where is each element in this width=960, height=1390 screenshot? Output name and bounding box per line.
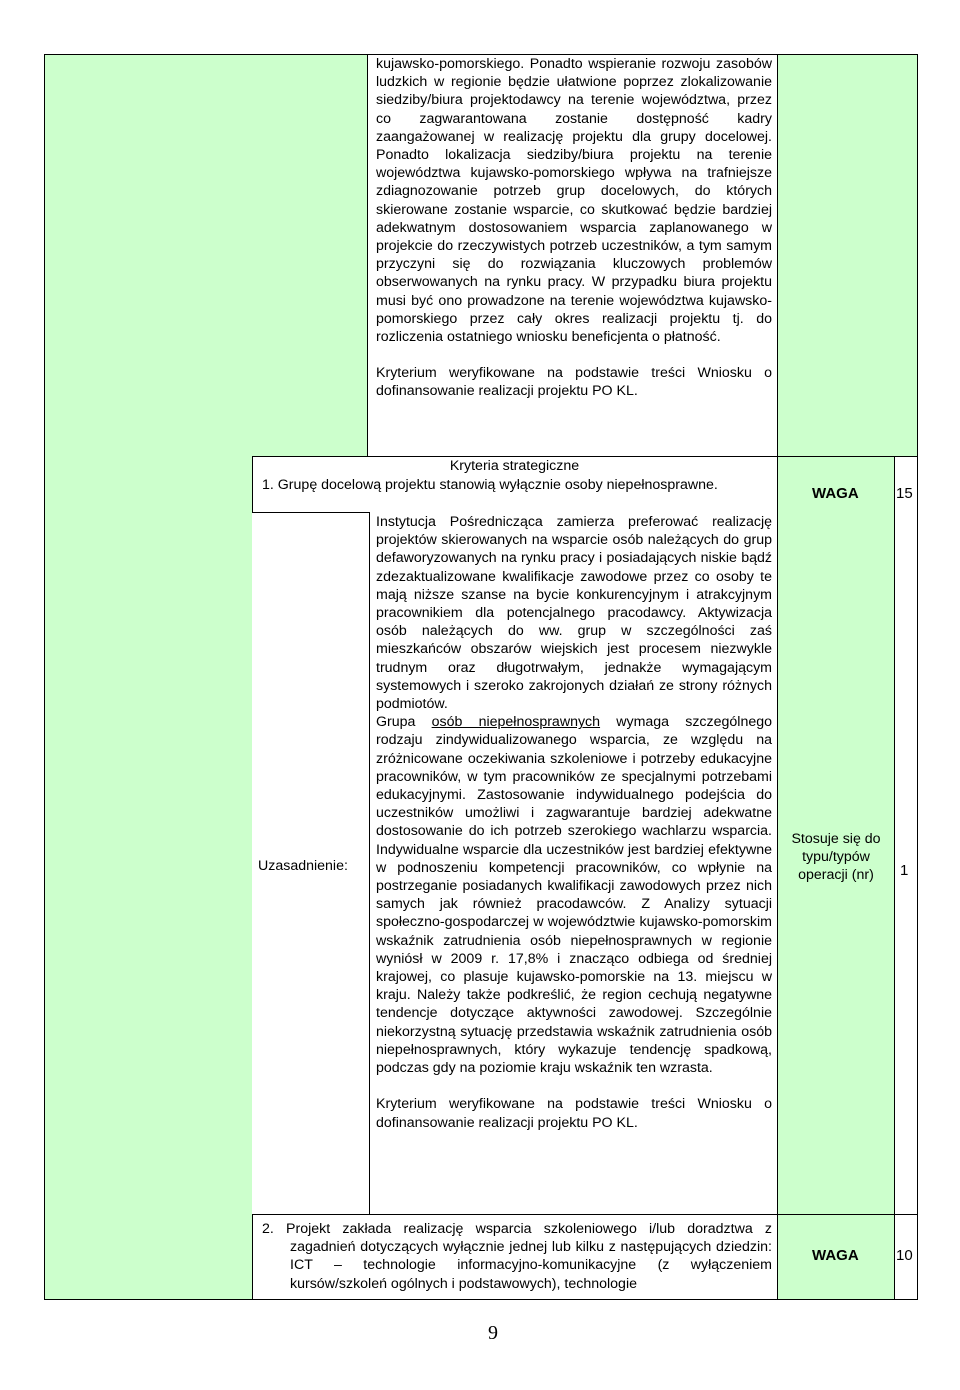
criterion1-waga-label: WAGA [812,485,859,502]
criterion1-verification: Kryterium weryfikowane na podstawie treści Wniosku o dofinansowanie realizacji projektu PO KL. [376,1096,772,1131]
applies-label: Stosuje się do typu/typów operacji (nr) [791,831,881,884]
criterion2-waga-label: WAGA [812,1247,859,1264]
criterion1-title: 1. Grupę docelową projektu stanowią wyłącznie osoby niepełnosprawne. [262,477,718,493]
justification-text [376,513,772,1132]
link-disabled-persons: osób niepełnosprawnych [431,714,601,731]
criterion1-waga-value: 15 [896,485,913,502]
page-number: 9 [488,1322,498,1344]
criterion1-far-right-col [895,457,917,1214]
top-section-text [376,55,772,401]
top-right-green-column [777,55,917,456]
strategic-left-green-strip [45,456,253,1299]
criterion2-waga-value: 10 [896,1247,913,1264]
strategic-header: Kryteria strategiczne [449,458,580,474]
justification-label: Uzasadnienie: [258,858,348,874]
justification-para2: Grupa osób niepełnosprawnych wymaga szczególnego rodzaju zindywidualizowanego wsparcia, ze względu na zróżnicowane oczekiwania szkoleniowe i potrzeby edukacyjne pracowników, w tym pracowników ze specjalnymi potrzebami edukacyjnymi. Zastosowanie indywidualnego podejścia do uczestników umożliwi i zagwarantuje bardziej adekwatne dostosowanie do ich potrzeb szerokiego wachlarzu wsparcia. Indywidualne wsparcie dla uczestników jest bardziej efektywne w podnoszeniu kompetencji pracowników, co wpłynie na postrzeganie posiadanych kwalifikacji zawodowych przez nich samych jak również pracodawców. Z Analizy sytuacji społeczno-gospodarczej w województwie kujawsko-pomorskim wskaźnik zatrudnienia osób niepełnosprawnych w regionie wyniósł w 2009 r. 17,8% i znacząco odbiega od średniej krajowej, co plasuje kujawsko-pomorskie na 13. miejscu w kraju. Należy także podkreślić, że region cechują negatywne tendencje dotyczące aktywności zawodowej. Szczególnie niekorzystną sytuację przedstawia wskaźnik zatrudnienia osób niepełnosprawnych, który wykazuje tendencję spadkową, podczas gdy na poziomie kraju wskaźnik ten wzrasta. [376,714,773,1077]
applies-value: 1 [900,862,909,879]
justification-para1: Instytucja Pośrednicząca zamierza preferować realizację projektów skierowanych na wsparcie osób należących do grup defaworyzowanych na rynku pracy i posiadających niskie bądź zdezaktualizowane kwalifikacje zawodowe przez co osoby te mają niższe szanse na bycie konkurencyjnym i atrakcyjnym pracownikiem dla potencjalnego pracodawcy. Aktywizacja osób należących do ww. grup w szczególności zaś mieszkańców obszarów wiejskich jest procesem niezwykle trudnym oraz długotrwałym, jednakże wymagającym systemowych i szeroko zakrojonych działań ze strony różnych podmiotów. [376,514,772,713]
top-section-body: kujawsko-pomorskiego. Ponadto wspieranie rozwoju zasobów ludzkich w regionie będzie ułatwione poprzez zlokalizowanie siedziby/biura projektodawcy na terenie województwa, przez co zagwarantowana zostanie dostępność kadry zaangażowanej w realizację projektu dla grupy docelowej. Ponadto lokalizacja siedziby/biura projektu na terenie województwa kujawsko-pomorskiego wpływa na trafniejsze zdiagnozowanie potrzeb grup docelowych, do których skierowane zostanie wsparcie, co skutkować będzie bardziej adekwatnym dostosowaniem wsparcia zaplanowanego w projekcie do rzeczywistych potrzeb uczestników, a tym samym przyczyni się do rozwiązania kluczowych problemów obserwowanych na rynku pracy. W przypadku biura projektu musi być ono prowadzone na terenie województwa kujawsko-pomorskiego przez cały okres realizacji projektu tj. do rozliczenia ostatniego wniosku beneficjenta o płatność. [376,56,772,346]
criterion2-title: 2. Projekt zakłada realizację wsparcia szkoleniowego i/lub doradztwa z zagadnień dotyczących wyłącznie jednej lub kilku z następujących dziedzin: ICT – technologie informacyjno-komunikacyjne (z wyłączeniem kursów/szkoleń ogólnych i podstawowych), technologie [262,1221,772,1292]
top-section-verification: Kryterium weryfikowane na podstawie treści Wniosku o dofinansowanie realizacji projektu PO KL. [376,365,772,400]
